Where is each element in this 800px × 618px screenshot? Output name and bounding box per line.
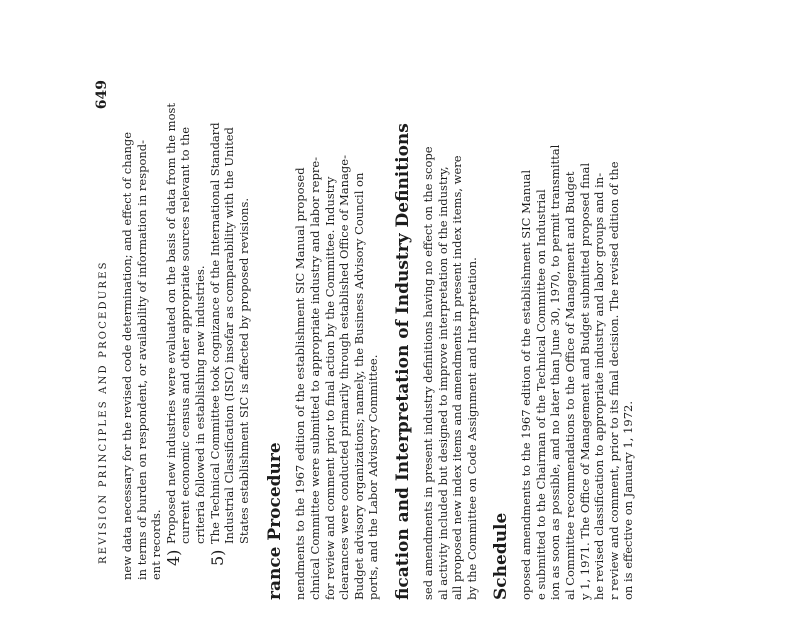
text-line: sed amendments in present industry definitions having no effect on the scope xyxy=(420,146,435,600)
list-item-4 xyxy=(164,80,208,600)
text-line: for review and comment prior to final action by the Committee. Industry xyxy=(322,176,337,600)
text-line: by the Committee on Code Assignment and Interpretation. xyxy=(464,257,479,600)
section-heading-clearance: rance Procedure xyxy=(265,442,286,600)
section-heading-clarification: fication and Interpretation of Industry Definitions xyxy=(392,123,413,600)
text-line: ion as soon as possible, and no later than June 30, 1970, to permit transmittal xyxy=(548,144,563,600)
list-item-number: 5) xyxy=(207,549,227,566)
text-line: Budget advisory organizations; namely, the Business Advisory Council on xyxy=(351,172,366,600)
text-line: Industrial Classification (ISIC) insofar as comparability with the United xyxy=(222,127,237,544)
text-line: nendments to the 1967 edition of the establishment SIC Manual proposed xyxy=(293,167,308,600)
section-body-schedule xyxy=(519,80,636,600)
text-line: ports, and the Labor Advisory Committee. xyxy=(366,354,381,600)
list-item-number: 4) xyxy=(163,549,183,566)
text-line: he revised classification to appropriate industry and labor groups and in- xyxy=(592,172,607,600)
text-line: e submitted to the Chairman of the Technical Committee on Industrial xyxy=(533,189,548,600)
text-line: all proposed new index items and amendments in present index items, were xyxy=(450,155,465,600)
running-title: REVISION PRINCIPLES AND PROCEDURES xyxy=(98,260,109,564)
text-line: The Technical Committee took cognizance of the International Standard xyxy=(207,122,222,544)
text-line: chnical Committee were submitted to appropriate industry and labor repre- xyxy=(307,156,322,600)
text-line: r review and comment, prior to its final decision. The revised edition of the xyxy=(606,161,621,600)
text-line: in terms of burden on respondent, or availability of information in respond- xyxy=(134,139,149,580)
text-line: States establishment SIC is affected by proposed revisions. xyxy=(236,197,251,544)
text-line: oposed amendments to the 1967 edition of the establishment SIC Manual xyxy=(519,169,534,600)
text-line: clearances were conducted primarily through established Office of Manage- xyxy=(337,155,352,600)
page-number: 649 xyxy=(94,80,110,110)
section-body-clarification xyxy=(421,80,479,600)
rotated-page xyxy=(94,40,654,600)
list-item-5 xyxy=(208,80,252,600)
list-continuation xyxy=(120,80,164,600)
text-line: criteria followed in establishing new industries. xyxy=(192,265,207,544)
text-line: al activity included but designed to improve interpretation of the industry, xyxy=(435,166,450,600)
section-body-clearance xyxy=(293,80,381,600)
section-heading-schedule: Schedule xyxy=(491,512,512,600)
text-column xyxy=(94,80,636,600)
text-line: ent records. xyxy=(149,509,164,580)
text-line: Proposed new industries were evaluated on the basis of data from the most xyxy=(163,102,178,544)
text-line: on is effective on January 1, 1972. xyxy=(621,400,636,600)
text-line: y 1, 1971. The Office of Management and Budget submitted proposed final xyxy=(577,162,592,600)
text-line: current economic census and other appropriate sources relevant to the xyxy=(178,126,193,544)
text-line: al Committee recommendations to the Office of Management and Budget xyxy=(563,171,578,600)
text-line: new data necessary for the revised code determination; and effect of change xyxy=(120,131,134,580)
running-header xyxy=(94,80,120,600)
